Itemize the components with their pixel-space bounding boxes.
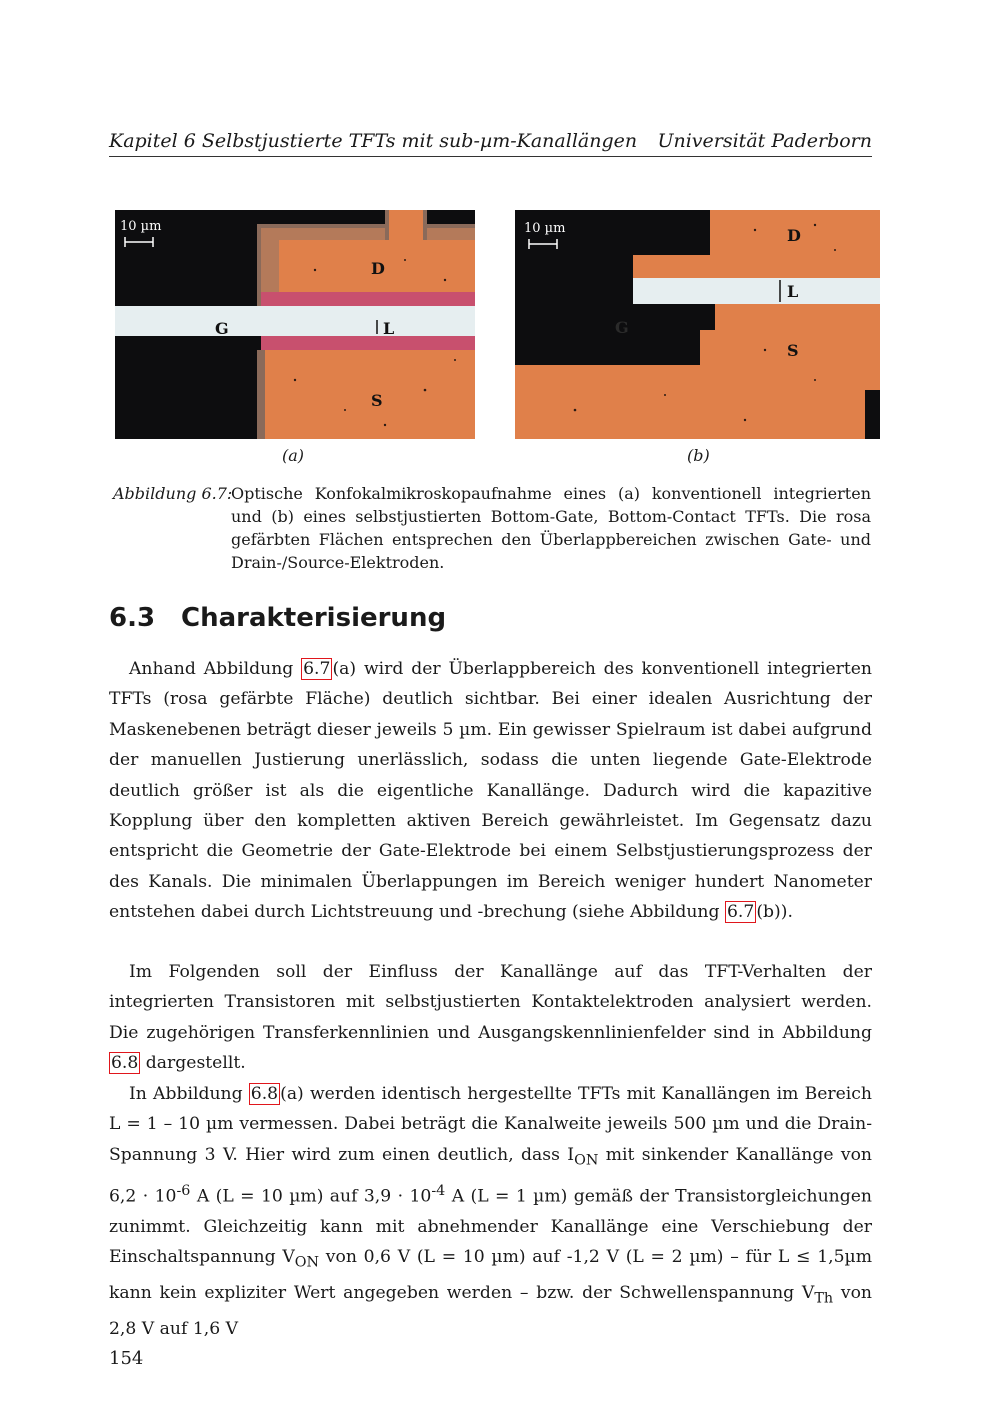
running-header [109,128,872,157]
text: von 0,6 V (L = 10 µm) auf -1,2 V (L = 2 µm) – für L ≤ 1,5µm kann kein expliziter Wert angegeben werden – bzw. der Schwellenspannung V [109,1247,872,1304]
label-source-b: S [787,341,799,360]
text: (a) werden identisch hergestellte TFTs mit Kanallängen im Bereich L = 1 – 10 µm vermessen. Dabei beträgt die Kanalweite jeweils 500 µm und die Drain-Spannung 3 V. Hier wird zum einen deutlich, dass I [109,1084,873,1165]
text: (b)). [756,902,793,923]
paragraph-3 [109,1079,872,1344]
scale-label-a: 10 µm [120,219,162,234]
text: Im Folgenden soll der Einfluss der Kanallänge auf das TFT-Verhalten der integrierten Transistoren mit selbstjustierten Kontaktelektroden analysiert werden. Die zugehörigen Transferkennlinien und Ausgangskennlinienfelder sind in Abbildung [109,962,872,1043]
caption-label: Abbildung 6.7: [113,484,233,503]
label-gate-a: G [215,319,229,338]
figure-ref-link[interactable]: 6.8 [250,1084,279,1104]
label-drain-a: D [371,259,385,278]
page-number: 154 [109,1348,144,1369]
subscript: ON [574,1152,599,1169]
superscript: -4 [431,1182,446,1199]
label-channel-b: L [787,282,799,301]
text: (a) wird der Überlappbereich des konventionell integrierten TFTs (rosa gefärbte Fläche) deutlich sichtbar. Bei einer idealen Ausrichtung der Maskenebenen beträgt dieser jeweils 5 µm. Ein gewisser Spielraum ist dabei aufgrund der manuellen Justierung unerlässlich, sodass die unten liegende Gate-Elektrode deutlich größer ist als die eigentliche Kanallänge. Dadurch wird die kapazitive Kopplung über den kompletten aktiven Bereich gewährleistet. Im Gegensatz dazu entspricht die Geometrie der Gate-Elektrode bei einem Selbstjustierungsprozess der des Kanals. Die minimalen Überlappungen im Bereich weniger hundert Nanometer entstehen dabei durch Lichtstreuung und -brechung (siehe Abbildung [109,659,872,923]
superscript: -6 [176,1182,191,1199]
text: mit sinkender Kanallänge von 6,2 · 10 [109,1144,872,1207]
figure-ref-link[interactable]: 6.7 [726,902,755,923]
label-source-a: S [371,391,383,410]
text: dargestellt. [140,1053,246,1074]
figure-a-micrograph [115,210,475,439]
figure-ref-link[interactable]: 6.7 [303,659,331,679]
text: In Abbildung [129,1084,249,1104]
figure-b-micrograph [515,210,880,439]
figure-ref-link[interactable]: 6.8 [111,1053,139,1074]
scale-label-b: 10 µm [524,221,566,236]
subscript: ON [294,1254,320,1271]
section-title: Charakterisierung [181,603,447,633]
section-number: 6.3 [109,603,156,633]
label-channel-a: L [383,319,395,338]
header-chapter: Kapitel 6 Selbstjustierte TFTs mit sub-µm-Kanallängen [109,130,638,152]
header-university: Universität Paderborn [657,130,872,152]
section-heading [109,603,446,633]
text: Anhand Abbildung [129,659,302,679]
label-gate-b: G [615,318,629,337]
figure-sublabel-b: (b) [687,446,710,465]
paragraph-1 [109,654,872,928]
paragraph-2 [109,957,872,1079]
figure-sublabel-a: (a) [282,446,305,465]
label-drain-b: D [787,226,801,245]
subscript: Th [814,1290,834,1307]
text: A (L = 10 µm) auf 3,9 · 10 [190,1186,432,1207]
text: A (L = 1 µm) gemäß der Transistorgleichungen zunimmt. Gleichzeitig kann mit abnehmender Kanallänge eine Verschiebung der Einschaltspannung V [109,1186,872,1268]
text: von 2,8 V auf 1,6 V [109,1283,873,1339]
caption-text: Optische Konfokalmikroskopaufnahme eines (a) konventionell integrierten und (b) eines selbstjustierten Bottom-Gate, Bottom-Contact TFTs. Die rosa gefärbten Flächen entsprechen den Überlappbereichen zwischen Gate- und Drain-/Source-Elektroden. [231,484,871,572]
